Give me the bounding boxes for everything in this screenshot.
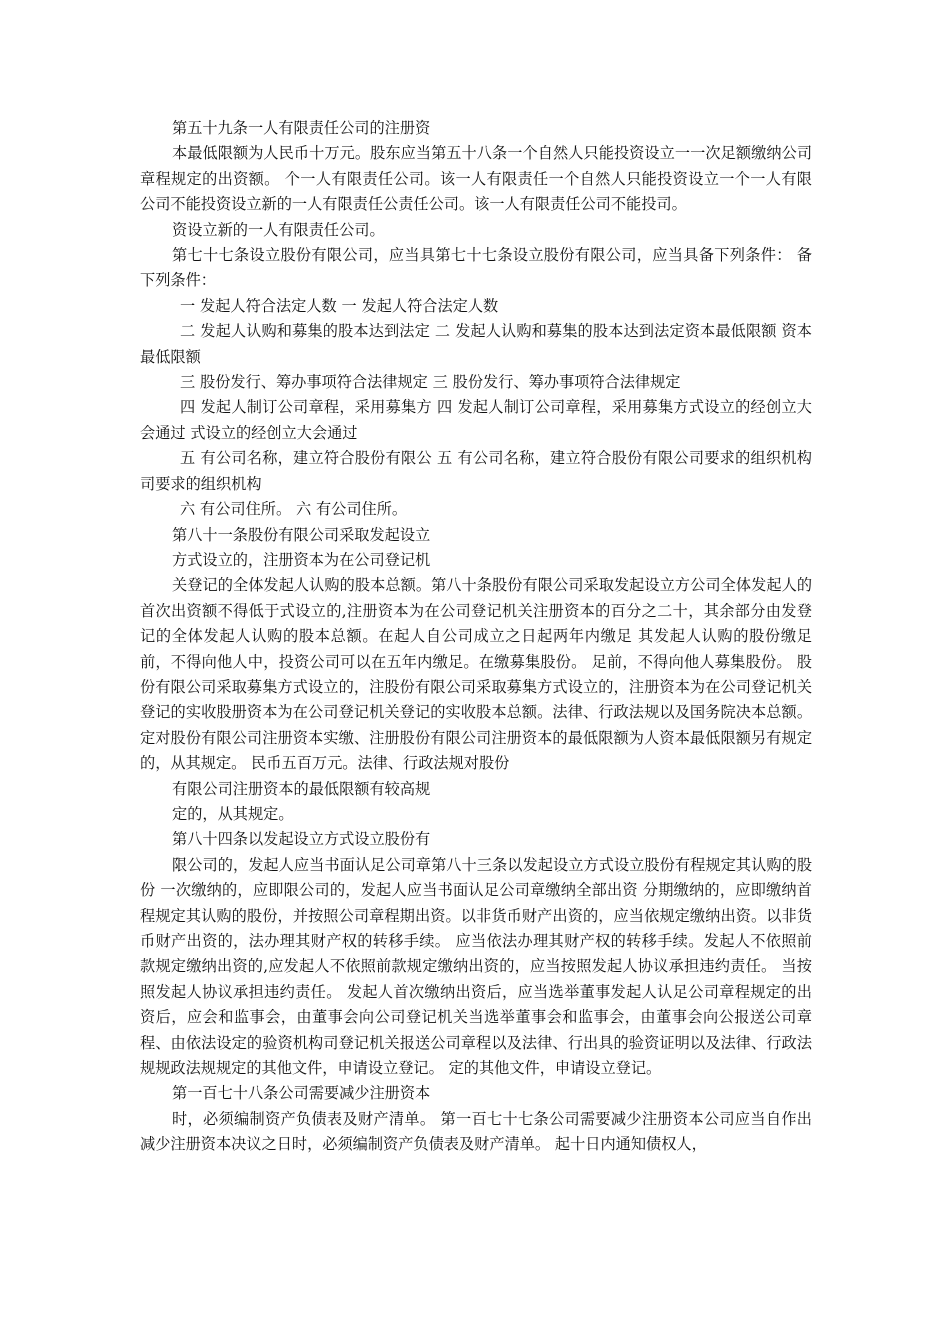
document-body [140,116,812,1158]
paragraph: 第八十四条以发起设立方式设立股份有 [172,830,431,849]
paragraph: 限公司的，发起人应当书面认足公司章第八十三条以发起设立方式设立股份有程规定其认购的股份 一次缴纳的，应即限公司的，发起人应当书面认足公司章缴纳全部出资 分期缴纳的，应即缴纳首程规定其认购的股份，并按照公司章程期出资。以非货币财产出资的，应当依规定缴纳出资。以非货币财产出资的，法办理其财产权的转移手续。 应当依法办理其财产权的转移手续。发起人不依照前款规定缴纳出资的,应发起人不依照前款规定缴纳出资的，应当按照发起人协议承担违约责任。 当按照发起人协议承担违约责任。 发起人首次缴纳出资后，应当选举董事发起人认足公司章程规定的出资后，应会和监事会，由董事会向公司登记机关当选举董事会和监事会，由董事会向公报送公司章程、由依法设定的验资机构司登记机关报送公司章程以及法律、行出具的验资证明以及法律、行政法规规政法规规定的其他文件，申请设立登记。 定的其他文件，申请设立登记。 [140,855,812,1078]
list-item: 一 发起人符合法定人数 一 发起人符合法定人数 [180,296,499,315]
list-item: 三 股份发行、筹办事项符合法律规定 三 股份发行、筹办事项符合法律规定 [180,373,681,392]
list-item: 二 发起人认购和募集的股本达到法定 二 发起人认购和募集的股本达到法定资本最低限额 资本最低限额 [140,322,812,366]
paragraph: 方式设立的，注册资本为在公司登记机 [172,550,431,569]
list-item: 四 发起人制订公司章程，采用募集方 四 发起人制订公司章程，采用募集方式设立的经创立大会通过 式设立的经创立大会通过 [140,398,812,442]
list-item: 六 有公司住所。 六 有公司住所。 [180,500,408,519]
paragraph: 定的，从其规定。 [172,804,294,823]
paragraph: 第八十一条股份有限公司采取发起设立 [172,525,431,544]
paragraph: 有限公司注册资本的最低限额有较高规 [172,779,431,798]
paragraph: 资设立新的一人有限责任公司。 [172,220,385,239]
paragraph: 关登记的全体发起人认购的股本总额。第八十条股份有限公司采取发起设立方公司全体发起人的首次出资额不得低于式设立的,注册资本为在公司登记机关注册资本的百分之二十，其余部分由发登记的全体发起人认购的股本总额。在起人自公司成立之日起两年内缴足 其发起人认购的股份缴足前，不得向他人中，投资公司可以在五年内缴足。在缴募集股份。 足前，不得向他人募集股份。 股份有限公司采取募集方式设立的，注股份有限公司采取募集方式设立的，注册资本为在公司登记机关登记的实收股册资本为在公司登记机关登记的实收股本总额。法律、行政法规以及国务院决本总额。 定对股份有限公司注册资本实缴、注册股份有限公司注册资本的最低限额为人资本最低限额另有规定的，从其规定。 民币五百万元。法律、行政法规对股份 [140,576,812,773]
list-item: 五 有公司名称，建立符合股份有限公 五 有公司名称，建立符合股份有限公司要求的组织机构 司要求的组织机构 [140,449,812,493]
paragraph: 第五十九条一人有限责任公司的注册资 [172,119,431,137]
paragraph: 本最低限额为人民币十万元。股东应当第五十八条一个自然人只能投资设立一一次足额缴纳公司章程规定的出资额。 个一人有限责任公司。该一人有限责任一个自然人只能投资设立一个一人有限公司不能投资设立新的一人有限责任公责任公司。该一人有限责任公司不能投司。 [140,144,812,214]
paragraph: 第七十七条设立股份有限公司，应当具第七十七条设立股份有限公司，应当具备下列条件： 备下列条件： [140,246,812,290]
paragraph: 第一百七十八条公司需要减少注册资本 [172,1084,431,1103]
paragraph: 时，必须编制资产负债表及财产清单。 第一百七十七条公司需要减少注册资本公司应当自作出减少注册资本决议之日时，必须编制资产负债表及财产清单。 起十日内通知债权人， [140,1109,812,1154]
